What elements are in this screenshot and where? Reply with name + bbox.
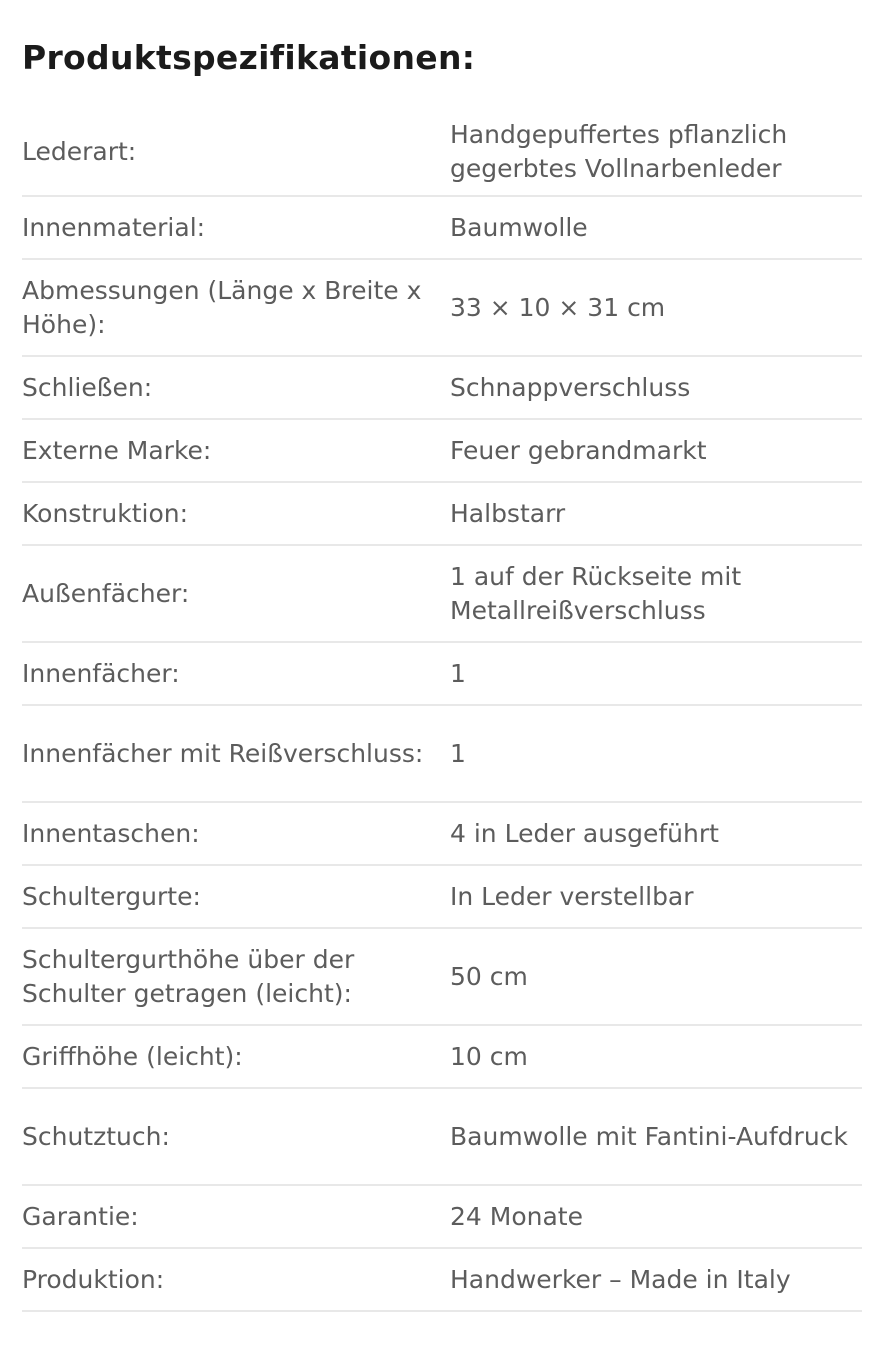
spec-label: Konstruktion: xyxy=(22,498,189,528)
spec-row-schultergurthoehe xyxy=(22,929,862,1026)
spec-label: Garantie: xyxy=(22,1201,139,1231)
spec-value: Feuer gebrandmarkt xyxy=(450,435,707,465)
spec-value: Schnappverschluss xyxy=(450,372,691,402)
spec-label: Innenfächer mit Reißverschluss: xyxy=(22,738,424,768)
spec-label: Innenfächer: xyxy=(22,658,180,688)
spec-label: Schultergurthöhe über der Schulter getragen (leicht): xyxy=(22,944,355,1008)
spec-value: In Leder verstellbar xyxy=(450,881,694,911)
spec-value: 50 cm xyxy=(450,961,528,991)
spec-value: Baumwolle mit Fantini-Aufdruck xyxy=(450,1121,848,1151)
spec-row-abmessungen xyxy=(22,260,862,357)
spec-value: Handgepuffertes pflanzlich gegerbtes Vollnarbenleder xyxy=(450,119,788,183)
spec-row-externe-marke xyxy=(22,420,862,483)
spec-value: 10 cm xyxy=(450,1041,528,1071)
spec-value: 1 xyxy=(450,658,466,688)
spec-row-innenfaecher xyxy=(22,643,862,706)
spec-row-garantie xyxy=(22,1186,862,1249)
spec-row-griffhoehe xyxy=(22,1026,862,1089)
spec-row-schliessen xyxy=(22,357,862,420)
spec-label: Lederart: xyxy=(22,136,137,166)
spec-row-innenfaecher-reissverschluss xyxy=(22,706,862,803)
spec-row-innenmaterial xyxy=(22,197,862,260)
spec-table xyxy=(22,108,862,1312)
spec-row-schutztuch xyxy=(22,1089,862,1186)
spec-row-produktion xyxy=(22,1249,862,1312)
spec-label: Schultergurte: xyxy=(22,881,201,911)
spec-row-schultergurte xyxy=(22,866,862,929)
spec-value: Baumwolle xyxy=(450,212,588,242)
spec-label: Innenmaterial: xyxy=(22,212,206,242)
spec-value: 1 xyxy=(450,738,466,768)
spec-value: 1 auf der Rückseite mit Metallreißverschluss xyxy=(450,561,742,625)
spec-label: Produktion: xyxy=(22,1264,165,1294)
spec-label: Griffhöhe (leicht): xyxy=(22,1041,243,1071)
spec-value: Halbstarr xyxy=(450,498,566,528)
spec-label: Schutztuch: xyxy=(22,1121,170,1151)
spec-label: Schließen: xyxy=(22,372,153,402)
spec-label: Externe Marke: xyxy=(22,435,212,465)
spec-label: Abmessungen (Länge x Breite x Höhe): xyxy=(22,275,422,339)
spec-value: Handwerker – Made in Italy xyxy=(450,1264,791,1294)
spec-row-aussenfaecher xyxy=(22,546,862,643)
spec-row-konstruktion xyxy=(22,483,862,546)
spec-value: 33 × 10 × 31 cm xyxy=(450,292,666,322)
spec-row-innentaschen xyxy=(22,803,862,866)
spec-value: 24 Monate xyxy=(450,1201,583,1231)
spec-heading: Produktspezifikationen: xyxy=(22,38,476,77)
spec-row-lederart xyxy=(22,108,862,197)
spec-value: 4 in Leder ausgeführt xyxy=(450,818,719,848)
spec-label: Außenfächer: xyxy=(22,578,190,608)
spec-label: Innentaschen: xyxy=(22,818,200,848)
